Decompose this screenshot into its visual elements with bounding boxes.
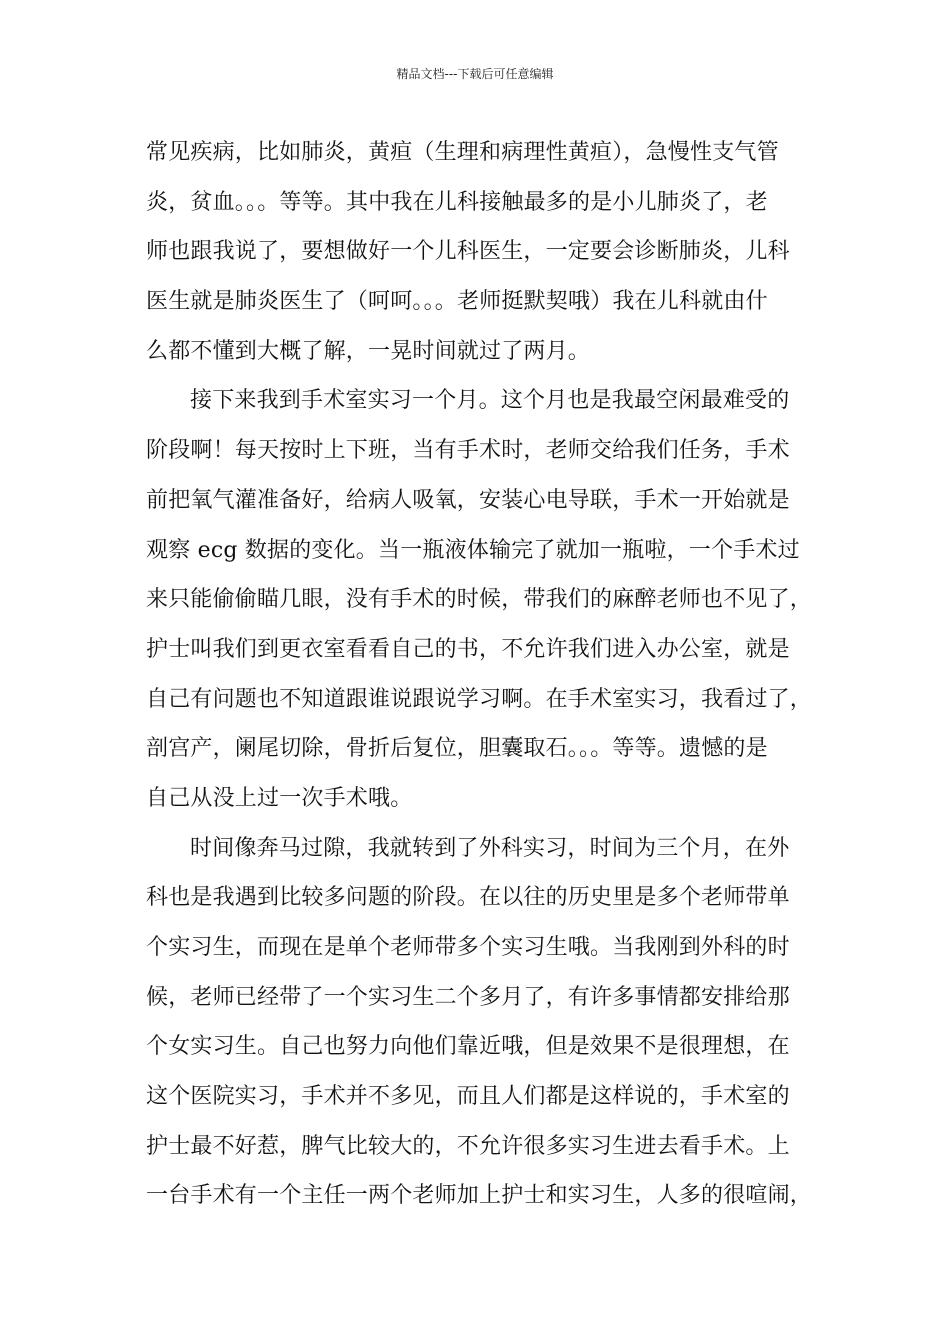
text-line: 自己有问题也不知道跟谁说跟说学习啊。在手术室实习，我看过了， xyxy=(146,686,813,712)
text-line: 候，老师已经带了一个实习生二个多月了，有许多事情都安排给那 xyxy=(146,984,790,1010)
text-line: 个实习生，而现在是单个老师带多个实习生哦。当我刚到外科的时 xyxy=(146,935,790,960)
text-line: 观察 ecg 数据的变化。当一瓶液体输完了就加一瓶啦，一个手术过 xyxy=(146,537,800,563)
text-line: 护士叫我们到更衣室看看自己的书，不允许我们进入办公室，就是 xyxy=(146,636,790,662)
page-header: 精品文档---下载后可任意编辑 xyxy=(396,67,554,81)
text-line: 这个医院实习，手术并不多见，而且人们都是这样说的，手术室的 xyxy=(146,1084,790,1110)
paragraph-first-line: 接下来我到手术室实习一个月。这个月也是我最空闲最难受的 xyxy=(190,388,790,414)
text-line: 个女实习生。自己也努力向他们靠近哦，但是效果不是很理想，在 xyxy=(146,1034,790,1060)
text-line: 前把氧气灌准备好，给病人吸氧，安装心电导联，手术一开始就是 xyxy=(146,487,790,513)
text-line: 医生就是肺炎医生了（呵呵。。。老师挺默契哦）我在儿科就由什 xyxy=(146,289,768,315)
text-line: 护士最不好惹，脾气比较大的，不允许很多实习生进去看手术。上 xyxy=(146,1133,790,1159)
text-line: 师也跟我说了，要想做好一个儿科医生，一定要会诊断肺炎，儿科 xyxy=(146,239,790,265)
text-line: 来只能偷偷瞄几眼，没有手术的时候，带我们的麻醉老师也不见了， xyxy=(146,587,813,613)
text-line: 自己从没上过一次手术哦。 xyxy=(146,785,413,811)
text-line: 剖宫产，阑尾切除，骨折后复位，胆囊取石。。。等等。遗憾的是 xyxy=(146,736,768,762)
paragraph-first-line: 时间像奔马过隙，我就转到了外科实习，时间为三个月，在外 xyxy=(190,835,790,861)
text-line: 常见疾病，比如肺炎，黄疸（生理和病理性黄疸），急慢性支气管 xyxy=(146,140,779,165)
document-body xyxy=(146,134,822,1227)
text-line: 一台手术有一个主任一两个老师加上护士和实习生，人多的很喧闹， xyxy=(146,1183,813,1209)
text-line: 阶段啊！每天按时上下班，当有手术时，老师交给我们任务，手术 xyxy=(146,438,790,464)
text-line: 科也是我遇到比较多问题的阶段。在以往的历史里是多个老师带单 xyxy=(146,885,790,911)
text-line: 么都不懂到大概了解，一晃时间就过了两月。 xyxy=(146,338,591,364)
text-line: 炎，贫血。。。等等。其中我在儿科接触最多的是小儿肺炎了，老 xyxy=(146,189,768,215)
